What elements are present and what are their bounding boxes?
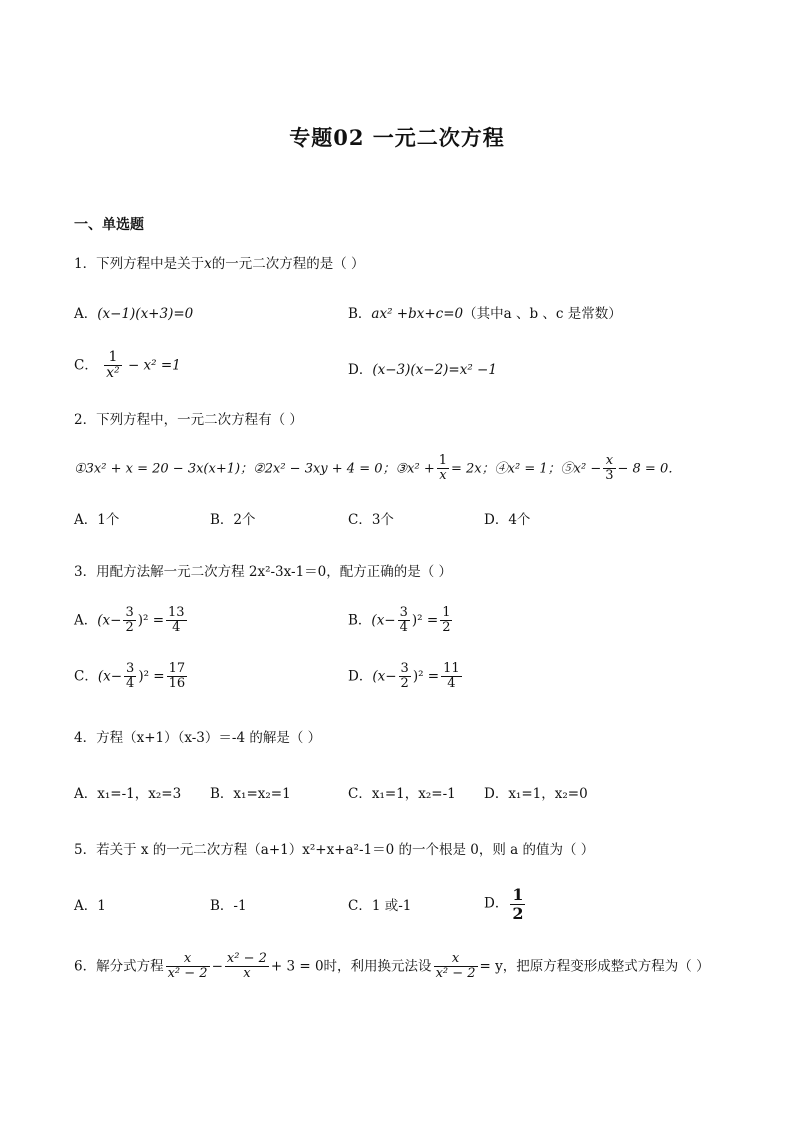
q6-stem: 6．解分式方程 $\frac{x}{\text{x² − 2}}$ − $\frac{\text{x² − 2}}{x}$ + 3 = 0时，利用换元法设 $\frac{x}{\text{x² − 2}}$ = y，把原方程变形成整式方程为（ ） — [74, 951, 710, 982]
q3-option-c[interactable]: C．(x− $\frac{3}{4}$ )² = $\frac{17}{16}$ — [74, 661, 186, 692]
q5-option-b[interactable]: B．-1 — [210, 898, 247, 914]
q4-option-a[interactable]: A．x₁=-1，x₂=3 — [74, 786, 182, 802]
fraction: $\frac{13}{4}$ — [168, 605, 185, 636]
fraction: $\frac{17}{16}$ — [168, 661, 186, 692]
fraction: $\frac{3}{4}$ — [399, 605, 408, 636]
q2-stem: 2．下列方程中，一元二次方程有（ ） — [74, 412, 303, 428]
q1-option-a[interactable]: A．(x−1)(x+3)=0 — [74, 306, 194, 322]
q2-option-c[interactable]: C．3个 — [348, 512, 394, 528]
fraction: $\frac{\text{x² − 2}}{x}$ — [226, 951, 267, 982]
q5-option-a[interactable]: A．1 — [74, 898, 106, 914]
fraction: $\frac{3}{4}$ — [126, 661, 135, 692]
fraction: $\frac{1}{2}$ — [442, 605, 451, 636]
fraction: $\frac{1}{\text{x²}}$ — [106, 349, 120, 382]
fraction: $\frac{x}{\text{x² − 2}}$ — [435, 951, 476, 982]
q1-option-c[interactable]: C． $\frac{1}{\text{x²}}$ − x² =1 — [74, 349, 181, 382]
fraction: $\frac{3}{2}$ — [400, 661, 409, 692]
q2-option-d[interactable]: D．4个 — [484, 512, 531, 528]
q2-equations: ①3x² + x = 20 − 3x(x+1)；②2x² − 3xy + 4 = 0；③x² + $\frac{1}{x}$ = 2x；④x² = 1；⑤x² − $\frac{x}{3}$ − 8 = 0． — [74, 453, 682, 484]
q2-option-a[interactable]: A．1个 — [74, 512, 120, 528]
section-heading: 一、单选题 — [74, 217, 144, 233]
page-title: 专题02 一元二次方程 — [289, 125, 505, 150]
fraction: $\frac{11}{4}$ — [443, 661, 460, 692]
q3-stem: 3．用配方法解一元二次方程 2x²-3x-1＝0，配方正确的是（ ） — [74, 564, 453, 580]
fraction: $\frac{1}{2}$ — [512, 885, 524, 923]
fraction: $\frac{x}{\text{x² − 2}}$ — [167, 951, 208, 982]
q5-option-d[interactable]: D． $\frac{1}{2}$ — [484, 885, 524, 923]
fraction: $\frac{1}{x}$ — [438, 453, 448, 484]
q4-stem: 4．方程（x+1）（x-3）＝-4 的解是（ ） — [74, 730, 322, 746]
q3-option-b[interactable]: B．(x− $\frac{3}{4}$ )² = $\frac{1}{2}$ — [348, 605, 451, 636]
q3-option-d[interactable]: D．(x− $\frac{3}{2}$ )² = $\frac{11}{4}$ — [348, 661, 460, 692]
q5-stem: 5．若关于 x 的一元二次方程（a+1）x²+x+a²-1＝0 的一个根是 0，则 a 的值为（ ） — [74, 842, 595, 858]
q1-stem: 1．下列方程中是关于x的一元二次方程的是（ ） — [74, 256, 365, 272]
q1-option-b[interactable]: B．ax² +bx+c=0（其中a 、b 、c 是常数） — [348, 306, 622, 322]
q1-option-d[interactable]: D．(x−3)(x−2)=x² −1 — [348, 362, 497, 378]
q2-option-b[interactable]: B．2个 — [210, 512, 256, 528]
fraction: $\frac{x}{3}$ — [605, 453, 614, 484]
q4-option-b[interactable]: B．x₁=x₂=1 — [210, 786, 291, 802]
q3-option-a[interactable]: A．(x− $\frac{3}{2}$ )² = $\frac{13}{4}$ — [74, 605, 185, 636]
q4-option-d[interactable]: D．x₁=1，x₂=0 — [484, 786, 588, 802]
q4-option-c[interactable]: C．x₁=1，x₂=-1 — [348, 786, 456, 802]
fraction: $\frac{3}{2}$ — [125, 605, 134, 636]
q5-option-c[interactable]: C．1 或-1 — [348, 898, 412, 914]
